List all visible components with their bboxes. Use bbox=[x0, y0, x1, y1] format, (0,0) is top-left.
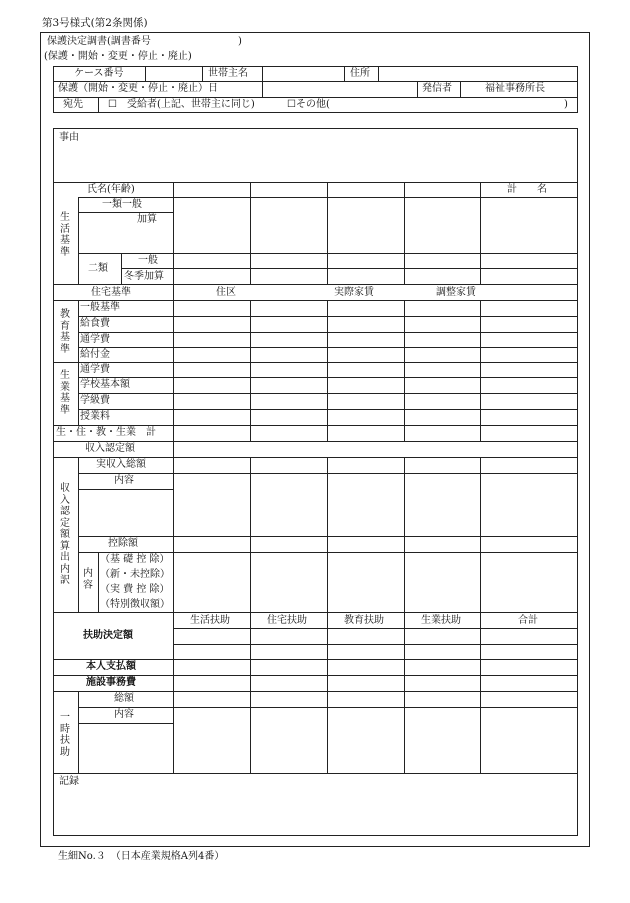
deduction-item: （新・未控除） bbox=[100, 569, 170, 580]
self-payment-label: 本人支払額 bbox=[86, 661, 136, 672]
protect-date-label: 保護（開始・変更・停止・廃止）日 bbox=[58, 83, 218, 94]
footer-spec: 生細No.３ （日本産業規格A列4番） bbox=[58, 851, 225, 862]
recipient-option-same[interactable]: ☐ 受給者(上記、世帯主に同じ) bbox=[108, 99, 255, 110]
deduction-item: （実 費 控 除） bbox=[100, 584, 170, 595]
edu-row-label: 給食費 bbox=[80, 318, 110, 329]
form-subtitle: (保護・開始・変更・停止・廃止) bbox=[44, 51, 192, 62]
housing-standard-label: 住宅基準 bbox=[91, 287, 131, 298]
deduction-item: （特別徴収額） bbox=[100, 599, 170, 610]
total-count-label: 計 名 bbox=[507, 184, 547, 195]
adjusted-rent-label: 調整家賃 bbox=[436, 287, 476, 298]
deduction-content-label: 内容 bbox=[83, 568, 93, 591]
occupation-standard-label: 生業基準 bbox=[60, 370, 70, 416]
edu-row-label: 通学費 bbox=[80, 334, 110, 345]
aid-col-education: 教育扶助 bbox=[344, 615, 384, 626]
recipient-close: ) bbox=[564, 99, 568, 110]
temp-content-label: 内容 bbox=[114, 709, 134, 720]
deduction-item: （基 礎 控 除） bbox=[100, 554, 170, 565]
cat1-general-label: 一類一般 bbox=[102, 199, 142, 210]
edu-row-label: 給付金 bbox=[80, 349, 110, 360]
aid-col-living: 生活扶助 bbox=[190, 615, 230, 626]
housing-zone-label: 住区 bbox=[216, 287, 236, 298]
form-title: 保護決定調書(調書番号 bbox=[47, 36, 151, 47]
actual-rent-label: 実際家賃 bbox=[334, 287, 374, 298]
occ-row-label: 学級費 bbox=[80, 395, 110, 406]
gross-income-label: 実収入総額 bbox=[96, 459, 146, 470]
temporary-aid-label: 一時扶助 bbox=[60, 712, 70, 758]
subtotal-label: 生・住・教・生業 計 bbox=[56, 427, 156, 438]
aid-col-total: 合計 bbox=[518, 615, 538, 626]
form-title-close: ) bbox=[238, 36, 242, 47]
occ-row-label: 学校基本額 bbox=[80, 379, 130, 390]
income-recognized-label: 収入認定額 bbox=[85, 443, 135, 454]
form-id: 第3号様式(第2条関係) bbox=[42, 17, 148, 29]
income-calc-label: 収入認定額算出内訳 bbox=[60, 483, 70, 586]
name-age-label: 氏名(年齢) bbox=[87, 184, 135, 195]
deduction-label: 控除額 bbox=[108, 538, 138, 549]
temp-total-label: 総額 bbox=[114, 693, 134, 704]
case-no-label: ケース番号 bbox=[74, 68, 124, 79]
sender-label: 発信者 bbox=[422, 83, 452, 94]
education-standard-label: 教育基準 bbox=[60, 309, 70, 355]
winter-addition-label: 冬季加算 bbox=[124, 271, 164, 282]
aid-col-occupation: 生業扶助 bbox=[421, 615, 461, 626]
facility-fee-label: 施設事務費 bbox=[86, 677, 136, 688]
living-standard-label: 生活基準 bbox=[60, 212, 70, 258]
address-label: 住所 bbox=[350, 68, 370, 79]
recipient-label: 宛先 bbox=[63, 99, 83, 110]
aid-decision-label: 扶助決定額 bbox=[83, 630, 133, 641]
cat2-general-label: 一般 bbox=[138, 255, 158, 266]
addition-label: 加算 bbox=[137, 214, 157, 225]
edu-row-label: 一般基準 bbox=[80, 302, 120, 313]
householder-label: 世帯主名 bbox=[208, 68, 248, 79]
aid-col-housing: 住宅扶助 bbox=[267, 615, 307, 626]
record-label: 記録 bbox=[59, 776, 79, 787]
reason-label: 事由 bbox=[59, 132, 79, 143]
recipient-option-other[interactable]: ☐その他( bbox=[287, 99, 330, 110]
occ-row-label: 授業料 bbox=[80, 411, 110, 422]
cat2-label: 二類 bbox=[88, 263, 108, 274]
sender-value: 福祉事務所長 bbox=[485, 83, 545, 94]
occ-row-label: 通学費 bbox=[80, 364, 110, 375]
income-content-label: 内容 bbox=[114, 475, 134, 486]
